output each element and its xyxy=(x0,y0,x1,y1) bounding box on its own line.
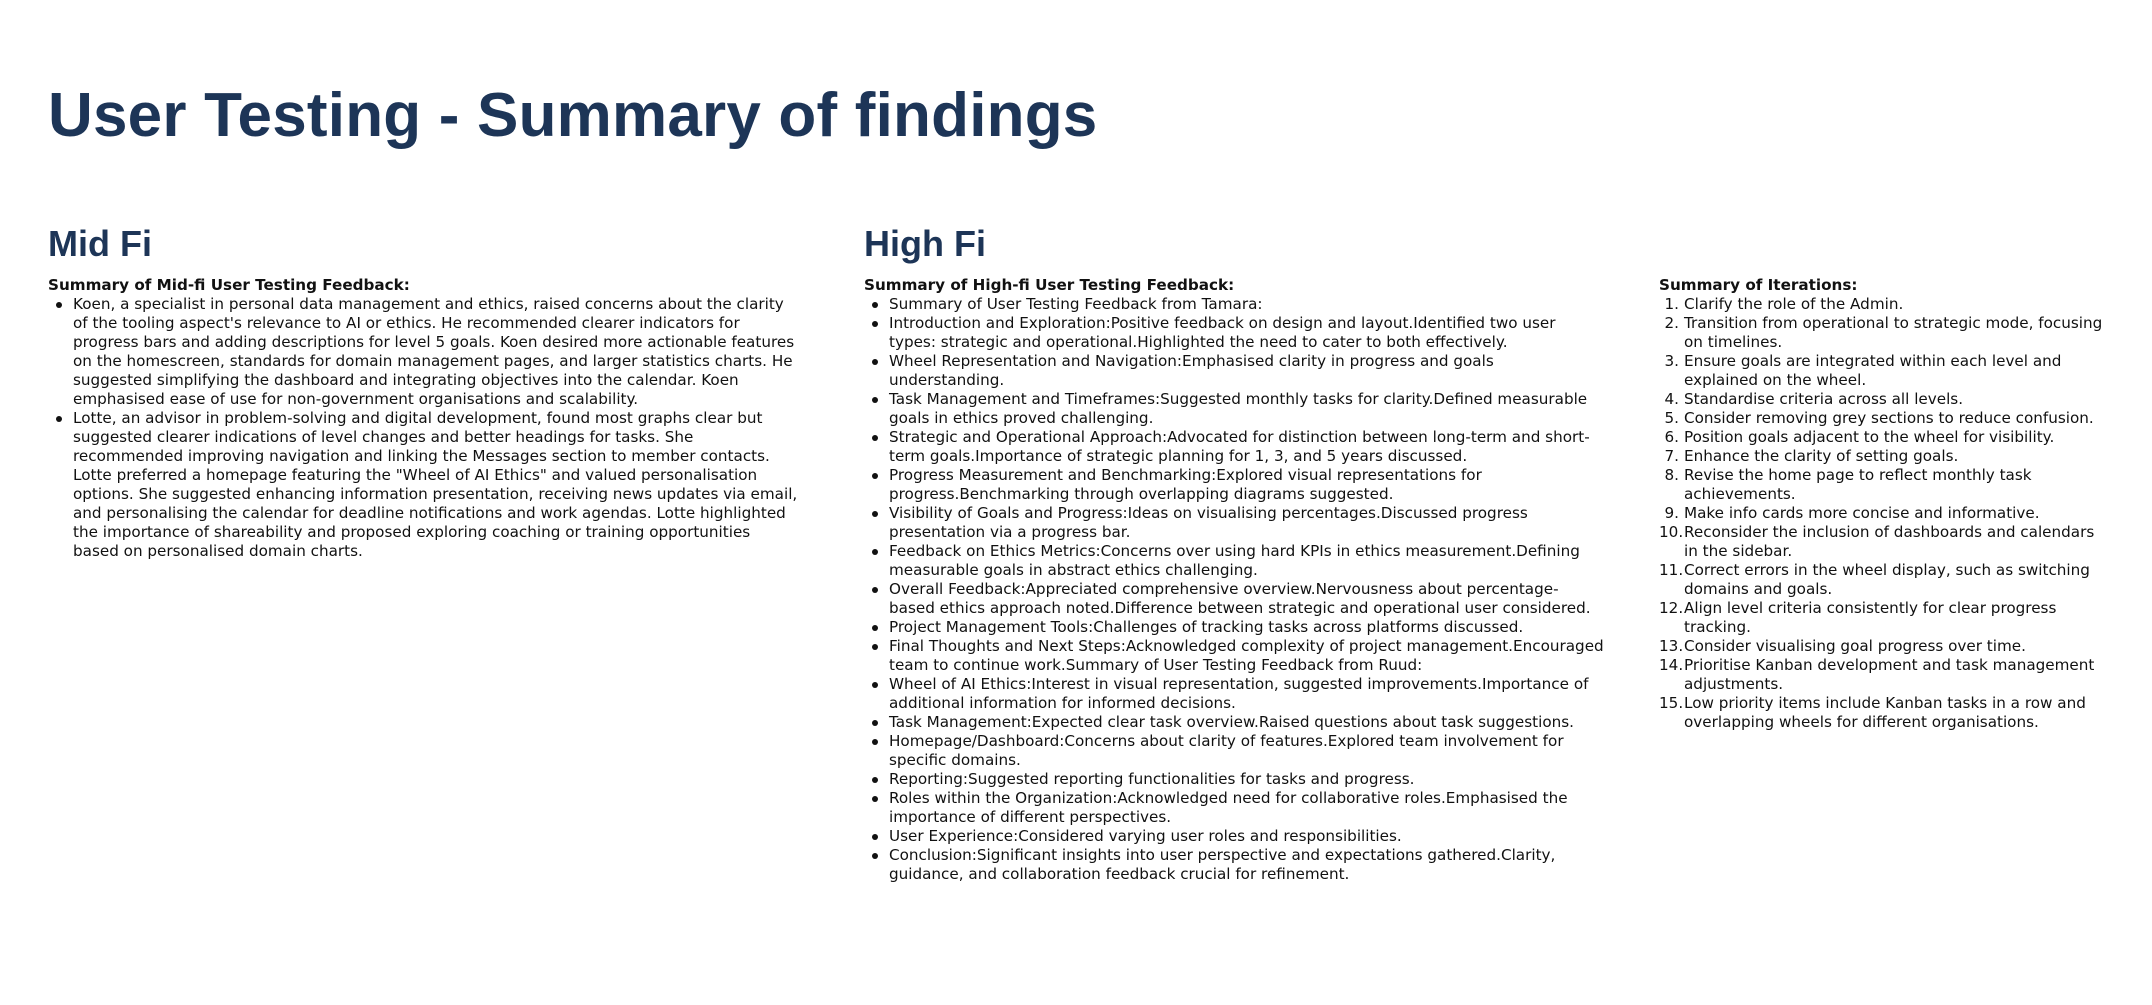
iteration-item xyxy=(1659,504,2109,523)
iteration-number: 12. xyxy=(1659,599,1684,617)
list-item: Lotte, an advisor in problem-solving and digital development, found most graphs clear but suggested clearer indications of level changes and better headings for tasks. She recommended improving navigation and linking the Messages section to member contacts. Lotte preferred a homepage featuring the "Wheel of AI Ethics" and valued personalisation options. She suggested enhancing information presentation, receiving news updates via email, and personalising the calendar for deadline notifications and work agendas. Lotte highlighted the importance of shareability and proposed exploring coaching or training opportunities based on personalised domain charts. xyxy=(48,409,798,561)
iteration-text: Align level criteria consistently for clear progress tracking. xyxy=(1684,599,2057,636)
high-fi-section xyxy=(864,276,1604,884)
list-item: Progress Measurement and Benchmarking:Explored visual representations for progress.Benchmarking through overlapping diagrams suggested. xyxy=(864,466,1604,504)
iteration-text: Reconsider the inclusion of dashboards and calendars in the sidebar. xyxy=(1684,523,2095,560)
iteration-item xyxy=(1659,561,2109,599)
list-item: Homepage/Dashboard:Concerns about clarity of features.Explored team involvement for specific domains. xyxy=(864,732,1604,770)
iteration-number: 9. xyxy=(1664,504,1679,522)
list-item: Final Thoughts and Next Steps:Acknowledged complexity of project management.Encouraged team to continue work.Summary of User Testing Feedback from Ruud: xyxy=(864,637,1604,675)
iteration-number: 3. xyxy=(1664,352,1679,370)
iteration-item xyxy=(1659,352,2109,390)
mid-fi-feedback-list xyxy=(48,295,798,561)
list-item: Wheel of AI Ethics:Interest in visual representation, suggested improvements.Importance of additional information for informed decisions. xyxy=(864,675,1604,713)
iteration-text: Standardise criteria across all levels. xyxy=(1684,390,1964,408)
list-item: Visibility of Goals and Progress:Ideas on visualising percentages.Discussed progress presentation via a progress bar. xyxy=(864,504,1604,542)
iteration-number: 5. xyxy=(1664,409,1679,427)
iteration-number: 1. xyxy=(1664,295,1679,313)
iteration-text: Ensure goals are integrated within each level and explained on the wheel. xyxy=(1684,352,2062,389)
list-item: Strategic and Operational Approach:Advocated for distinction between long-term and short-term goals.Importance of strategic planning for 1, 3, and 5 years discussed. xyxy=(864,428,1604,466)
iteration-text: Revise the home page to reflect monthly task achievements. xyxy=(1684,466,2032,503)
iterations-summary-heading: Summary of Iterations: xyxy=(1659,276,1858,294)
iteration-item xyxy=(1659,428,2109,447)
list-item: Task Management:Expected clear task overview.Raised questions about task suggestions. xyxy=(864,713,1604,732)
mid-fi-summary-heading: Summary of Mid-fi User Testing Feedback: xyxy=(48,276,410,294)
iteration-number: 2. xyxy=(1664,314,1679,332)
iteration-number: 10. xyxy=(1659,523,1684,541)
iteration-text: Consider visualising goal progress over time. xyxy=(1684,637,2026,655)
mid-fi-section xyxy=(48,276,798,561)
iteration-item xyxy=(1659,314,2109,352)
iteration-number: 6. xyxy=(1664,428,1679,446)
iteration-number: 14. xyxy=(1659,656,1684,674)
iteration-item xyxy=(1659,637,2109,656)
high-fi-summary-heading: Summary of High-fi User Testing Feedback: xyxy=(864,276,1235,294)
iteration-item xyxy=(1659,599,2109,637)
list-item: Overall Feedback:Appreciated comprehensive overview.Nervousness about percentage-based ethics approach noted.Difference between strategic and operational user considered. xyxy=(864,580,1604,618)
mid-fi-heading: Mid Fi xyxy=(48,223,152,264)
iterations-section xyxy=(1659,276,2109,732)
iteration-number: 7. xyxy=(1664,447,1679,465)
page-title: User Testing - Summary of findings xyxy=(48,81,1098,150)
list-item: Introduction and Exploration:Positive feedback on design and layout.Identified two user types: strategic and operational.Highlighted the need to cater to both effectively. xyxy=(864,314,1604,352)
iteration-text: Position goals adjacent to the wheel for visibility. xyxy=(1684,428,2055,446)
iteration-item xyxy=(1659,694,2109,732)
list-item: Feedback on Ethics Metrics:Concerns over using hard KPIs in ethics measurement.Defining measurable goals in abstract ethics challenging. xyxy=(864,542,1604,580)
list-item: Roles within the Organization:Acknowledged need for collaborative roles.Emphasised the importance of different perspectives. xyxy=(864,789,1604,827)
list-item: User Experience:Considered varying user roles and responsibilities. xyxy=(864,827,1604,846)
iteration-number: 13. xyxy=(1659,637,1684,655)
list-item: Task Management and Timeframes:Suggested monthly tasks for clarity.Defined measurable goals in ethics proved challenging. xyxy=(864,390,1604,428)
iteration-item xyxy=(1659,466,2109,504)
iteration-item xyxy=(1659,295,2109,314)
iteration-text: Prioritise Kanban development and task management adjustments. xyxy=(1684,656,2095,693)
list-item: Reporting:Suggested reporting functionalities for tasks and progress. xyxy=(864,770,1604,789)
list-item: Wheel Representation and Navigation:Emphasised clarity in progress and goals understanding. xyxy=(864,352,1604,390)
iteration-text: Transition from operational to strategic mode, focusing on timelines. xyxy=(1684,314,2103,351)
iteration-text: Correct errors in the wheel display, such as switching domains and goals. xyxy=(1684,561,2090,598)
iteration-text: Make info cards more concise and informative. xyxy=(1684,504,2040,522)
iteration-number: 11. xyxy=(1659,561,1684,579)
iteration-item xyxy=(1659,447,2109,466)
iteration-text: Low priority items include Kanban tasks in a row and overlapping wheels for different organisations. xyxy=(1684,694,2086,731)
iterations-list xyxy=(1659,295,2109,732)
iteration-number: 4. xyxy=(1664,390,1679,408)
list-item: Summary of User Testing Feedback from Tamara: xyxy=(864,295,1604,314)
iteration-item xyxy=(1659,656,2109,694)
list-item: Conclusion:Significant insights into user perspective and expectations gathered.Clarity, guidance, and collaboration feedback crucial for refinement. xyxy=(864,846,1604,884)
list-item: Project Management Tools:Challenges of tracking tasks across platforms discussed. xyxy=(864,618,1604,637)
iteration-text: Clarify the role of the Admin. xyxy=(1684,295,1904,313)
iteration-number: 8. xyxy=(1664,466,1679,484)
iteration-item xyxy=(1659,523,2109,561)
list-item: Koen, a specialist in personal data management and ethics, raised concerns about the clarity of the tooling aspect's relevance to AI or ethics. He recommended clearer indicators for progress bars and adding descriptions for level 5 goals. Koen desired more actionable features on the homescreen, standards for domain management pages, and larger statistics charts. He suggested simplifying the dashboard and integrating objectives into the calendar. Koen emphasised ease of use for non-government organisations and scalability. xyxy=(48,295,798,409)
iteration-text: Consider removing grey sections to reduce confusion. xyxy=(1684,409,2094,427)
iteration-item xyxy=(1659,409,2109,428)
high-fi-heading: High Fi xyxy=(864,223,986,264)
iteration-item xyxy=(1659,390,2109,409)
iteration-number: 15. xyxy=(1659,694,1684,712)
high-fi-feedback-list xyxy=(864,295,1604,884)
iteration-text: Enhance the clarity of setting goals. xyxy=(1684,447,1959,465)
